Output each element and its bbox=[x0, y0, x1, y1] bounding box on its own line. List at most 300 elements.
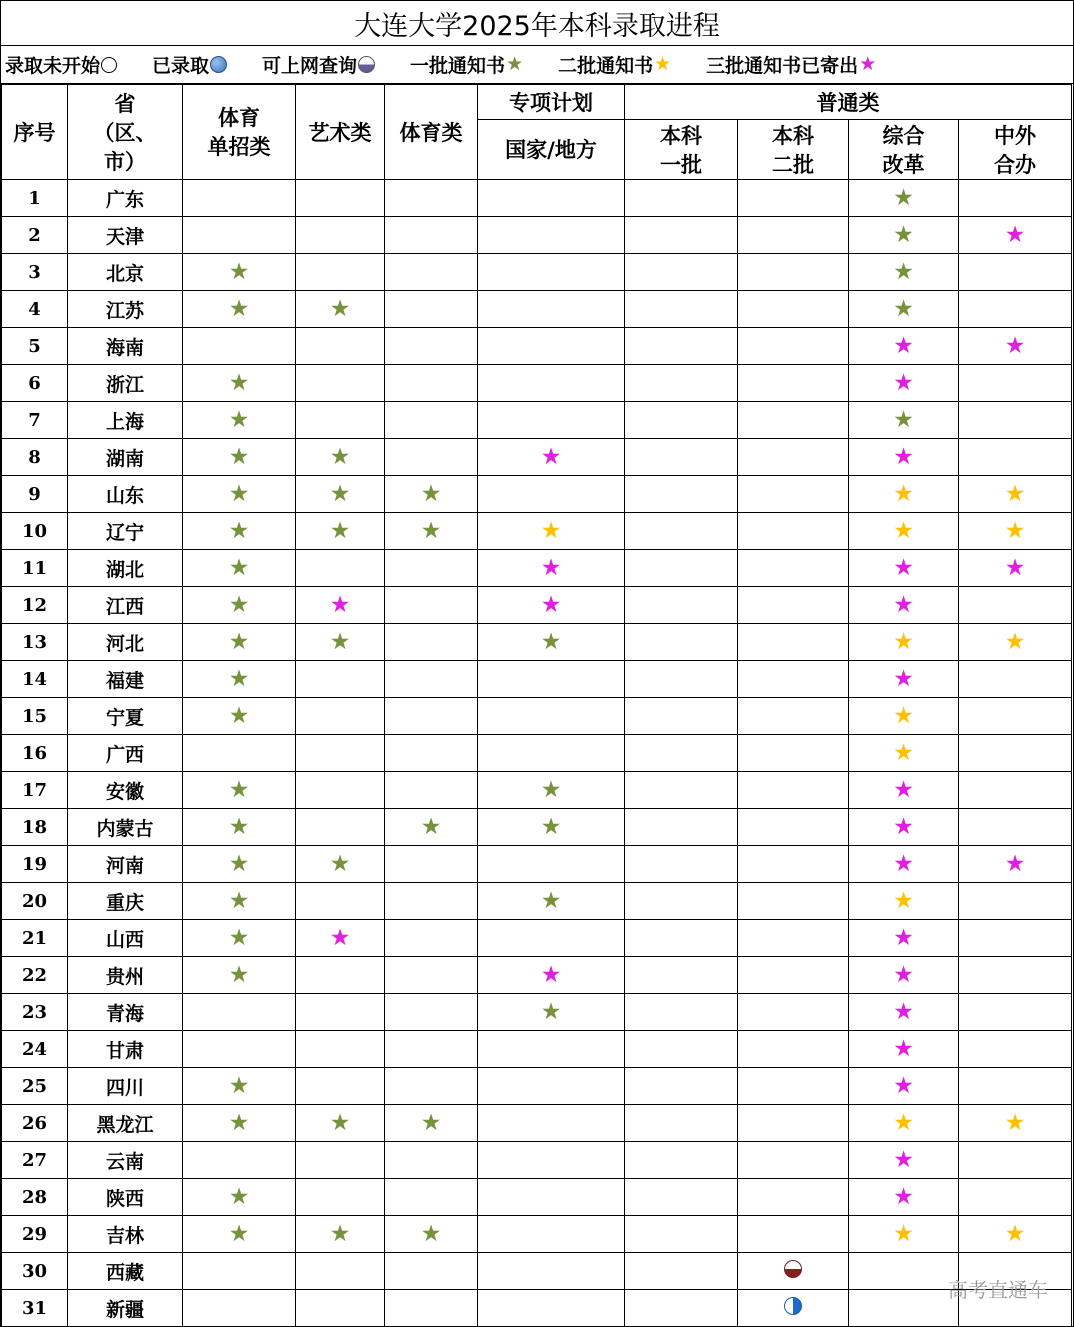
star-icon: ★ bbox=[228, 258, 250, 285]
row-index: 5 bbox=[2, 328, 68, 365]
star-icon: ★ bbox=[329, 591, 351, 618]
cell-sport-single bbox=[183, 254, 296, 291]
header-line: 体育 bbox=[218, 105, 260, 130]
cell-art bbox=[296, 1253, 385, 1290]
row-index: 9 bbox=[2, 476, 68, 513]
star-icon: ★ bbox=[893, 221, 914, 248]
table-row bbox=[2, 1216, 1072, 1253]
cell-sport-single bbox=[183, 180, 296, 217]
row-province: 四川 bbox=[68, 1068, 183, 1105]
star-icon: ★ bbox=[893, 1146, 914, 1173]
star-icon: ★ bbox=[893, 702, 914, 729]
half-filled-circle-icon bbox=[784, 1297, 802, 1315]
table-row bbox=[2, 1290, 1072, 1327]
cell-batch2 bbox=[738, 698, 849, 735]
cell-reform bbox=[849, 1031, 959, 1068]
cell-art bbox=[296, 1031, 385, 1068]
table-row bbox=[2, 772, 1072, 809]
table-row bbox=[2, 661, 1072, 698]
header-special-sub: 国家/地方 bbox=[478, 120, 625, 180]
table-row bbox=[2, 291, 1072, 328]
table-row bbox=[2, 957, 1072, 994]
cell-sino-foreign bbox=[959, 1068, 1072, 1105]
header-province bbox=[68, 85, 183, 180]
row-province: 河北 bbox=[68, 624, 183, 661]
cell-batch2 bbox=[738, 550, 849, 587]
cell-sport bbox=[385, 735, 478, 772]
cell-sport-single bbox=[183, 772, 296, 809]
cell-sport bbox=[385, 402, 478, 439]
cell-sport bbox=[385, 1142, 478, 1179]
cell-art bbox=[296, 920, 385, 957]
table-row bbox=[2, 1068, 1072, 1105]
cell-sino-foreign bbox=[959, 957, 1072, 994]
row-index: 6 bbox=[2, 365, 68, 402]
cell-reform bbox=[849, 994, 959, 1031]
header-batch2 bbox=[738, 120, 849, 180]
cell-batch1 bbox=[625, 735, 738, 772]
cell-special bbox=[478, 1179, 625, 1216]
cell-art bbox=[296, 624, 385, 661]
star-icon: ★ bbox=[893, 406, 914, 433]
cell-art bbox=[296, 180, 385, 217]
cell-sino-foreign bbox=[959, 550, 1072, 587]
cell-batch2 bbox=[738, 1068, 849, 1105]
star-icon: ★ bbox=[540, 998, 562, 1025]
cell-sport bbox=[385, 291, 478, 328]
cell-reform bbox=[849, 1142, 959, 1179]
star-icon: ★ bbox=[228, 1109, 250, 1136]
star-icon: ★ bbox=[540, 887, 562, 914]
cell-batch2 bbox=[738, 476, 849, 513]
row-index: 13 bbox=[2, 624, 68, 661]
cell-batch1 bbox=[625, 661, 738, 698]
progress-table bbox=[1, 84, 1072, 1327]
cell-sport bbox=[385, 476, 478, 513]
legend-label: 一批通知书 bbox=[410, 55, 506, 77]
cell-reform bbox=[849, 550, 959, 587]
cell-art bbox=[296, 883, 385, 920]
cell-special bbox=[478, 661, 625, 698]
cell-art bbox=[296, 1068, 385, 1105]
cell-sport bbox=[385, 698, 478, 735]
star-icon: ★ bbox=[893, 184, 914, 211]
star-icon: ★ bbox=[228, 1220, 250, 1247]
cell-reform bbox=[849, 735, 959, 772]
cell-sino-foreign bbox=[959, 698, 1072, 735]
star-icon: ★ bbox=[1004, 332, 1026, 359]
cell-art bbox=[296, 291, 385, 328]
star-icon: ★ bbox=[228, 443, 250, 470]
star-icon: ★ bbox=[540, 961, 562, 988]
legend-online-query bbox=[262, 51, 375, 78]
cell-sino-foreign bbox=[959, 217, 1072, 254]
star-icon: ★ bbox=[329, 924, 351, 951]
cell-special bbox=[478, 1105, 625, 1142]
star-icon: ★ bbox=[893, 517, 914, 544]
cell-batch1 bbox=[625, 217, 738, 254]
row-index: 11 bbox=[2, 550, 68, 587]
cell-sport-single bbox=[183, 846, 296, 883]
cell-batch2 bbox=[738, 920, 849, 957]
cell-batch2 bbox=[738, 1290, 849, 1327]
cell-batch2 bbox=[738, 846, 849, 883]
cell-special bbox=[478, 883, 625, 920]
header-line: 中外 bbox=[994, 122, 1036, 148]
star-icon: ★ bbox=[893, 998, 914, 1025]
row-index: 7 bbox=[2, 402, 68, 439]
cell-special bbox=[478, 328, 625, 365]
row-index: 17 bbox=[2, 772, 68, 809]
cell-sport bbox=[385, 587, 478, 624]
row-index: 18 bbox=[2, 809, 68, 846]
star-icon: ★ bbox=[228, 850, 250, 877]
cell-special bbox=[478, 550, 625, 587]
row-province: 天津 bbox=[68, 217, 183, 254]
cell-reform bbox=[849, 957, 959, 994]
star-icon: ★ bbox=[654, 53, 672, 75]
cell-special bbox=[478, 180, 625, 217]
cell-special bbox=[478, 1253, 625, 1290]
cell-sport bbox=[385, 1031, 478, 1068]
row-index: 31 bbox=[2, 1290, 68, 1327]
cell-sport-single bbox=[183, 513, 296, 550]
cell-sino-foreign bbox=[959, 476, 1072, 513]
cell-art bbox=[296, 1290, 385, 1327]
cell-sport bbox=[385, 1068, 478, 1105]
cell-sport-single bbox=[183, 735, 296, 772]
table-row bbox=[2, 365, 1072, 402]
row-province: 甘肃 bbox=[68, 1031, 183, 1068]
cell-batch1 bbox=[625, 180, 738, 217]
cell-batch1 bbox=[625, 254, 738, 291]
row-index: 27 bbox=[2, 1142, 68, 1179]
cell-batch1 bbox=[625, 587, 738, 624]
cell-reform bbox=[849, 772, 959, 809]
star-icon: ★ bbox=[228, 591, 250, 618]
star-icon: ★ bbox=[228, 295, 250, 322]
table-row bbox=[2, 217, 1072, 254]
star-icon: ★ bbox=[540, 628, 562, 655]
cell-batch2 bbox=[738, 1179, 849, 1216]
star-icon: ★ bbox=[420, 1220, 442, 1247]
star-icon: ★ bbox=[329, 295, 351, 322]
star-icon: ★ bbox=[893, 813, 914, 840]
cell-sport-single bbox=[183, 328, 296, 365]
cell-batch1 bbox=[625, 513, 738, 550]
row-index: 15 bbox=[2, 698, 68, 735]
cell-sino-foreign bbox=[959, 1142, 1072, 1179]
star-icon: ★ bbox=[228, 1072, 250, 1099]
cell-reform bbox=[849, 809, 959, 846]
cell-sport bbox=[385, 365, 478, 402]
star-icon: ★ bbox=[228, 924, 250, 951]
header-line: 综合 bbox=[882, 122, 925, 148]
cell-batch1 bbox=[625, 920, 738, 957]
star-icon: ★ bbox=[1004, 480, 1026, 507]
cell-special bbox=[478, 365, 625, 402]
row-index: 23 bbox=[2, 994, 68, 1031]
star-icon: ★ bbox=[228, 517, 250, 544]
cell-sino-foreign bbox=[959, 846, 1072, 883]
star-icon: ★ bbox=[893, 850, 914, 877]
cell-sport-single bbox=[183, 661, 296, 698]
row-index: 4 bbox=[2, 291, 68, 328]
cell-batch2 bbox=[738, 1216, 849, 1253]
cell-art bbox=[296, 513, 385, 550]
cell-reform bbox=[849, 254, 959, 291]
star-icon: ★ bbox=[893, 1072, 914, 1099]
cell-reform bbox=[849, 1253, 959, 1290]
star-icon: ★ bbox=[420, 1109, 442, 1136]
star-icon: ★ bbox=[893, 369, 914, 396]
cell-batch1 bbox=[625, 1031, 738, 1068]
row-province: 北京 bbox=[68, 254, 183, 291]
cell-special bbox=[478, 957, 625, 994]
star-icon: ★ bbox=[893, 887, 914, 914]
table-row bbox=[2, 698, 1072, 735]
cell-batch2 bbox=[738, 994, 849, 1031]
table-row bbox=[2, 513, 1072, 550]
cell-sport-single bbox=[183, 1179, 296, 1216]
row-province: 安徽 bbox=[68, 772, 183, 809]
header-sport: 体育类 bbox=[385, 85, 478, 180]
cell-batch1 bbox=[625, 1179, 738, 1216]
cell-reform bbox=[849, 217, 959, 254]
cell-sport-single bbox=[183, 550, 296, 587]
star-icon: ★ bbox=[540, 554, 562, 581]
row-province: 辽宁 bbox=[68, 513, 183, 550]
cell-sport-single bbox=[183, 698, 296, 735]
row-index: 8 bbox=[2, 439, 68, 476]
row-province: 陕西 bbox=[68, 1179, 183, 1216]
table-row bbox=[2, 587, 1072, 624]
cell-sino-foreign bbox=[959, 513, 1072, 550]
row-province: 贵州 bbox=[68, 957, 183, 994]
cell-special bbox=[478, 735, 625, 772]
cell-batch1 bbox=[625, 809, 738, 846]
row-index: 25 bbox=[2, 1068, 68, 1105]
legend-batch1 bbox=[410, 51, 523, 78]
star-icon: ★ bbox=[893, 1220, 914, 1247]
header-sport-single bbox=[183, 85, 296, 180]
cell-sino-foreign bbox=[959, 1031, 1072, 1068]
header-line: 合办 bbox=[994, 151, 1036, 177]
cell-art bbox=[296, 772, 385, 809]
cell-batch1 bbox=[625, 624, 738, 661]
cell-art bbox=[296, 698, 385, 735]
star-icon: ★ bbox=[329, 1109, 351, 1136]
star-icon: ★ bbox=[228, 887, 250, 914]
cell-sport-single bbox=[183, 920, 296, 957]
cell-special bbox=[478, 476, 625, 513]
cell-batch2 bbox=[738, 254, 849, 291]
cell-sport bbox=[385, 994, 478, 1031]
cell-sport bbox=[385, 439, 478, 476]
cell-batch1 bbox=[625, 994, 738, 1031]
cell-sport-single bbox=[183, 624, 296, 661]
half-filled-circle-icon bbox=[358, 56, 375, 73]
cell-reform bbox=[849, 1179, 959, 1216]
cell-sino-foreign bbox=[959, 328, 1072, 365]
cell-sino-foreign bbox=[959, 920, 1072, 957]
star-icon: ★ bbox=[540, 813, 562, 840]
cell-reform bbox=[849, 587, 959, 624]
cell-art bbox=[296, 661, 385, 698]
cell-art bbox=[296, 587, 385, 624]
cell-special bbox=[478, 513, 625, 550]
cell-sport bbox=[385, 1179, 478, 1216]
cell-reform bbox=[849, 291, 959, 328]
row-index: 14 bbox=[2, 661, 68, 698]
cell-sino-foreign bbox=[959, 402, 1072, 439]
table-row bbox=[2, 994, 1072, 1031]
cell-batch1 bbox=[625, 883, 738, 920]
row-province: 湖南 bbox=[68, 439, 183, 476]
cell-art bbox=[296, 957, 385, 994]
cell-sino-foreign bbox=[959, 1179, 1072, 1216]
cell-batch1 bbox=[625, 1068, 738, 1105]
row-index: 22 bbox=[2, 957, 68, 994]
star-icon: ★ bbox=[228, 369, 250, 396]
cell-art bbox=[296, 1105, 385, 1142]
cell-reform bbox=[849, 1290, 959, 1327]
table-row bbox=[2, 1253, 1072, 1290]
cell-sino-foreign bbox=[959, 291, 1072, 328]
cell-special bbox=[478, 291, 625, 328]
row-province: 西藏 bbox=[68, 1253, 183, 1290]
table-row bbox=[2, 846, 1072, 883]
cell-batch2 bbox=[738, 402, 849, 439]
star-icon: ★ bbox=[329, 480, 351, 507]
header-line: 改革 bbox=[882, 151, 925, 177]
cell-sport bbox=[385, 1290, 478, 1327]
cell-sport bbox=[385, 254, 478, 291]
cell-batch1 bbox=[625, 550, 738, 587]
page-title: 大连大学2025年本科录取进程 bbox=[1, 1, 1073, 46]
row-province: 新疆 bbox=[68, 1290, 183, 1327]
star-icon: ★ bbox=[540, 443, 562, 470]
cell-sport bbox=[385, 624, 478, 661]
cell-sport bbox=[385, 1253, 478, 1290]
star-icon: ★ bbox=[540, 776, 562, 803]
header-line: 一批 bbox=[660, 151, 702, 177]
row-index: 29 bbox=[2, 1216, 68, 1253]
cell-batch2 bbox=[738, 587, 849, 624]
star-icon: ★ bbox=[228, 702, 250, 729]
cell-art bbox=[296, 402, 385, 439]
row-province: 黑龙江 bbox=[68, 1105, 183, 1142]
cell-art bbox=[296, 476, 385, 513]
cell-art bbox=[296, 809, 385, 846]
cell-art bbox=[296, 365, 385, 402]
table-row bbox=[2, 1142, 1072, 1179]
cell-batch2 bbox=[738, 883, 849, 920]
cell-reform bbox=[849, 476, 959, 513]
cell-sino-foreign bbox=[959, 735, 1072, 772]
row-index: 21 bbox=[2, 920, 68, 957]
star-icon: ★ bbox=[228, 665, 250, 692]
cell-sport bbox=[385, 513, 478, 550]
table-row bbox=[2, 883, 1072, 920]
cell-sport-single bbox=[183, 439, 296, 476]
row-province: 河南 bbox=[68, 846, 183, 883]
header-line: 二批 bbox=[772, 151, 814, 177]
cell-batch2 bbox=[738, 1253, 849, 1290]
cell-batch2 bbox=[738, 809, 849, 846]
cell-batch2 bbox=[738, 365, 849, 402]
cell-sport-single bbox=[183, 1031, 296, 1068]
cell-sport-single bbox=[183, 587, 296, 624]
cell-batch1 bbox=[625, 328, 738, 365]
row-index: 26 bbox=[2, 1105, 68, 1142]
table-row bbox=[2, 476, 1072, 513]
header-index: 序号 bbox=[2, 85, 68, 180]
star-icon: ★ bbox=[893, 1035, 914, 1062]
cell-batch1 bbox=[625, 476, 738, 513]
legend bbox=[1, 46, 1073, 84]
cell-batch2 bbox=[738, 439, 849, 476]
cell-reform bbox=[849, 661, 959, 698]
row-province: 山西 bbox=[68, 920, 183, 957]
cell-sport-single bbox=[183, 1068, 296, 1105]
watermark: 高考直通车 bbox=[948, 1278, 1048, 1302]
row-province: 海南 bbox=[68, 328, 183, 365]
table-row bbox=[2, 1105, 1072, 1142]
cell-special bbox=[478, 846, 625, 883]
row-province: 上海 bbox=[68, 402, 183, 439]
cell-special bbox=[478, 920, 625, 957]
cell-reform bbox=[849, 1105, 959, 1142]
table-row bbox=[2, 735, 1072, 772]
cell-sino-foreign bbox=[959, 809, 1072, 846]
row-province: 广东 bbox=[68, 180, 183, 217]
star-icon: ★ bbox=[540, 591, 562, 618]
row-province: 云南 bbox=[68, 1142, 183, 1179]
cell-batch2 bbox=[738, 624, 849, 661]
star-icon: ★ bbox=[893, 961, 914, 988]
star-icon: ★ bbox=[420, 517, 442, 544]
cell-batch1 bbox=[625, 1105, 738, 1142]
star-icon: ★ bbox=[329, 443, 351, 470]
star-icon: ★ bbox=[1004, 1220, 1026, 1247]
cell-special bbox=[478, 1216, 625, 1253]
star-icon: ★ bbox=[228, 554, 250, 581]
row-index: 2 bbox=[2, 217, 68, 254]
cell-batch1 bbox=[625, 1142, 738, 1179]
legend-label: 三批通知书已寄出 bbox=[706, 55, 859, 77]
half-filled-circle-icon bbox=[784, 1260, 802, 1278]
star-icon: ★ bbox=[540, 517, 562, 544]
cell-sport bbox=[385, 957, 478, 994]
table-row bbox=[2, 328, 1072, 365]
star-icon: ★ bbox=[506, 53, 524, 75]
cell-art bbox=[296, 1179, 385, 1216]
empty-circle-icon bbox=[101, 57, 117, 73]
cell-sino-foreign bbox=[959, 883, 1072, 920]
row-province: 浙江 bbox=[68, 365, 183, 402]
cell-sport-single bbox=[183, 1290, 296, 1327]
cell-sport-single bbox=[183, 1216, 296, 1253]
row-index: 10 bbox=[2, 513, 68, 550]
cell-batch2 bbox=[738, 735, 849, 772]
star-icon: ★ bbox=[228, 813, 250, 840]
cell-sport bbox=[385, 550, 478, 587]
cell-sino-foreign bbox=[959, 365, 1072, 402]
cell-art bbox=[296, 1142, 385, 1179]
cell-sport bbox=[385, 772, 478, 809]
cell-reform bbox=[849, 1216, 959, 1253]
